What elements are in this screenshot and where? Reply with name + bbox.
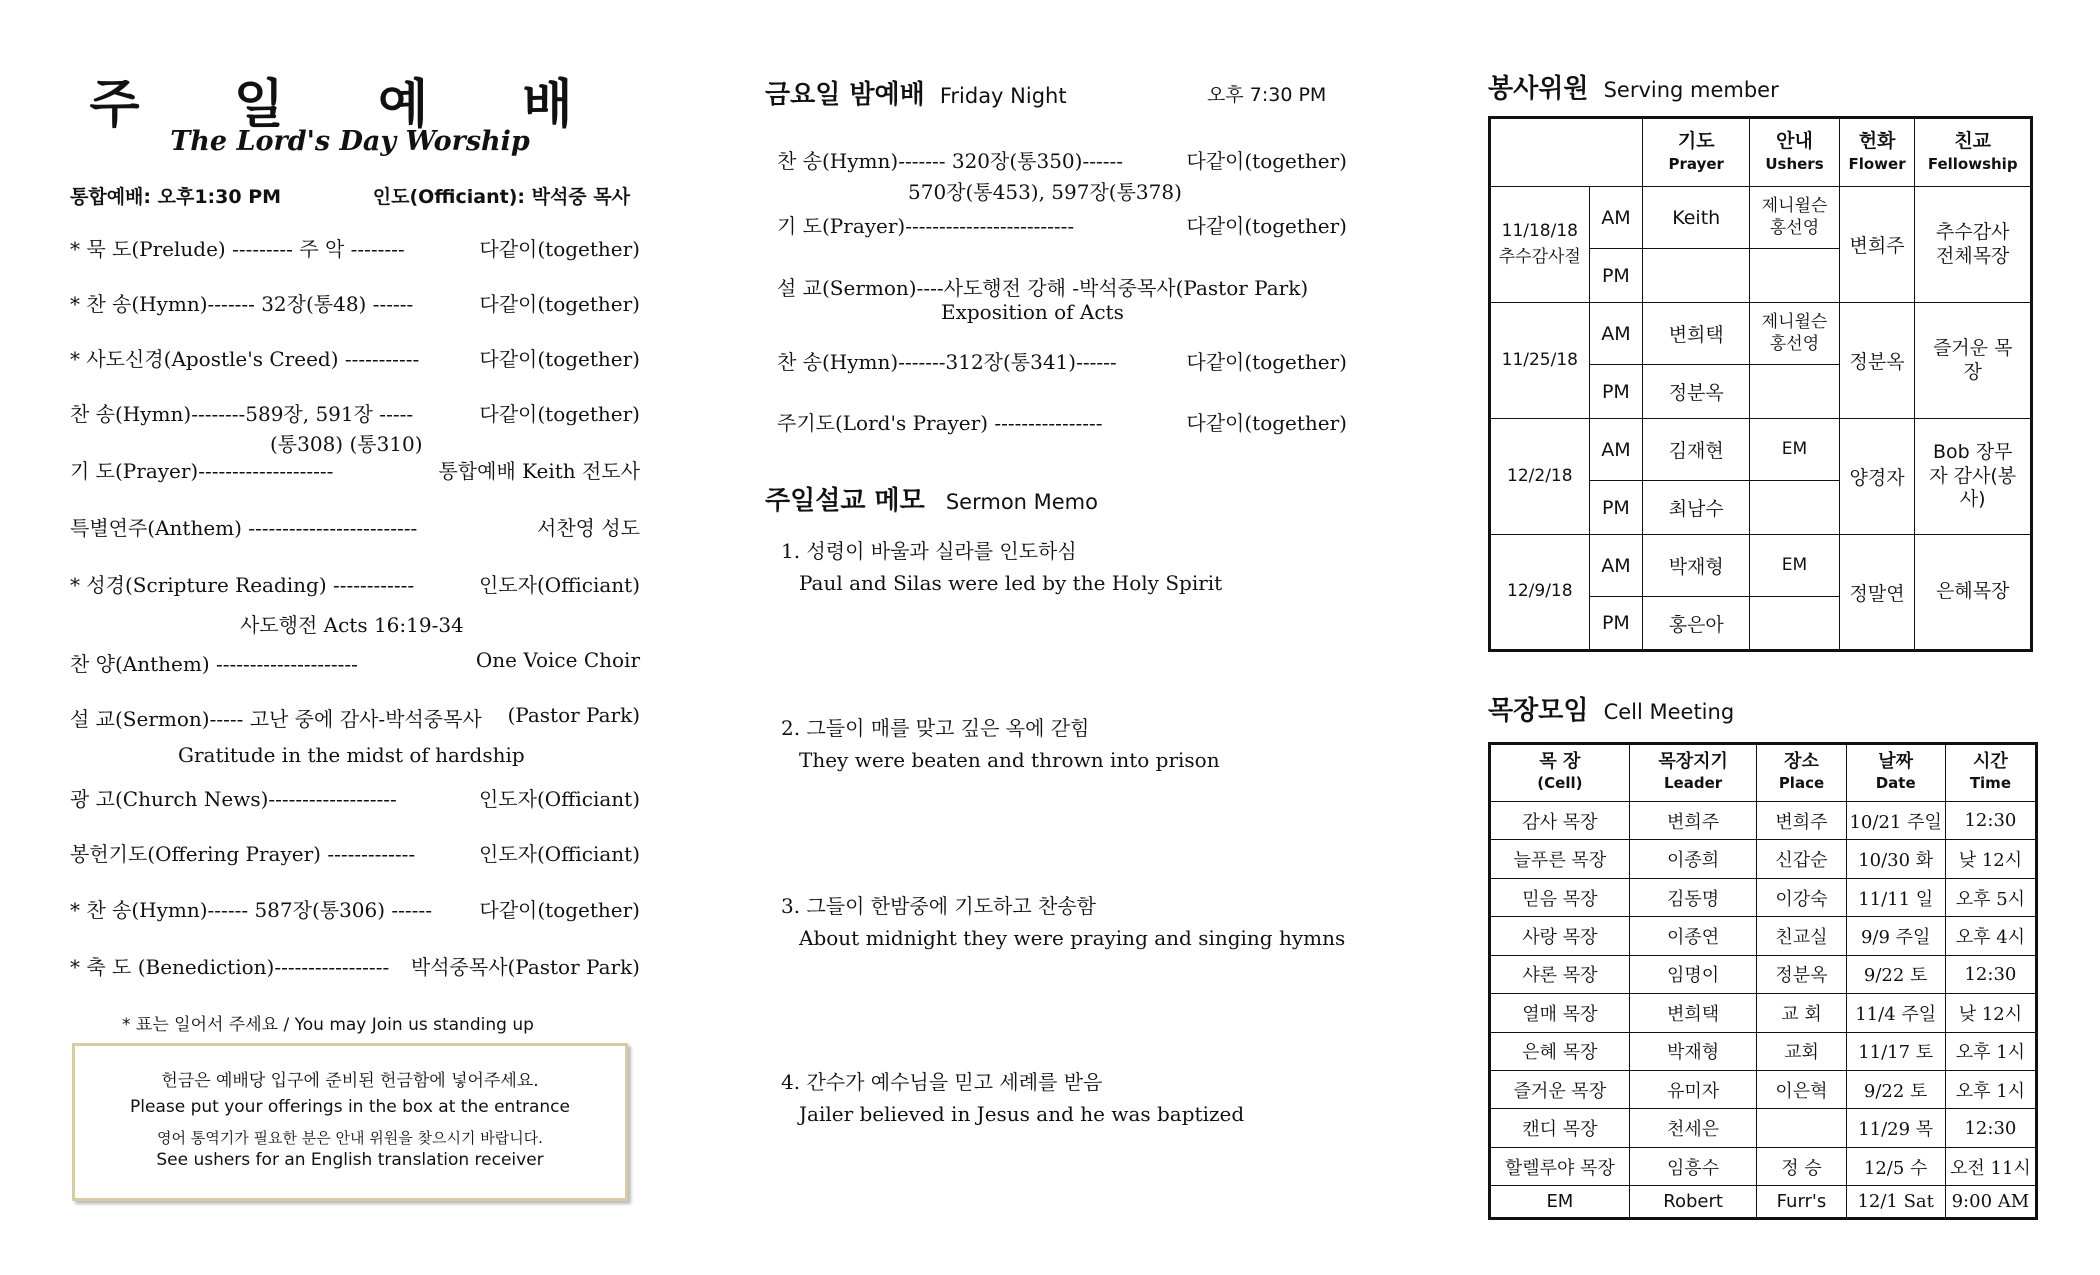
order-item-role: 통합예배 Keith 전도사 [438, 459, 640, 483]
serving-row-am [1490, 303, 2032, 365]
memo-item-en: About midnight they were praying and singing hymns [799, 926, 1346, 950]
cell-header-ko: 시간 [1973, 751, 2008, 773]
friday-order-item [777, 407, 1347, 433]
worship-order-item [70, 233, 640, 259]
memo-item-en: Jailer believed in Jesus and he was baptized [799, 1102, 1245, 1126]
cell-row [1490, 1032, 2037, 1070]
worship-order-item [70, 288, 640, 314]
cell-heading-en: Cell Meeting [1603, 700, 1735, 724]
cell-time: 낮 12시 [1945, 840, 2036, 878]
friday-sermon-en: Exposition of Acts [941, 300, 1124, 324]
order-item-label: * 사도신경(Apostle's Creed) ----------- [70, 347, 420, 371]
pm-usher [1750, 365, 1839, 419]
serving-heading-ko: 봉사위원 [1488, 74, 1589, 104]
notice-line-4: See ushers for an English translation receiver [156, 1150, 544, 1170]
am-usher: 제니윌슨 홍선영 [1750, 187, 1839, 249]
pm-usher [1750, 481, 1839, 535]
memo-heading-ko: 주일설교 메모 [765, 486, 925, 516]
header-flower: 헌화 Flower [1839, 118, 1915, 187]
serving-date [1490, 187, 1590, 303]
serving-date [1490, 303, 1590, 419]
cell-row [1490, 1186, 2037, 1219]
friday-time: 오후 7:30 PM [1207, 84, 1327, 106]
sermon-title-en: Gratitude in the midst of hardship [178, 743, 525, 767]
notice-line-3: 영어 통역기가 필요한 분은 안내 위원을 찾으시기 바랍니다. [157, 1129, 543, 1147]
order-item-label: * 찬 송(Hymn)------- 32장(통48) ------ [70, 292, 414, 316]
pm-usher [1750, 249, 1839, 303]
serving-header-blank [1490, 118, 1643, 187]
cell-header [1629, 744, 1757, 802]
worship-order-item [70, 838, 640, 864]
cell-leader: 변희주 [1629, 802, 1757, 840]
cell-place: 변희주 [1757, 802, 1846, 840]
flower-person: 양경자 [1839, 419, 1915, 535]
friday-item-label: 기 도(Prayer)------------------------- [777, 214, 1075, 238]
serving-row-am [1490, 187, 2032, 249]
memo-item [781, 712, 1220, 772]
order-item-label: 기 도(Prayer)-------------------- [70, 459, 334, 483]
cell-row [1490, 802, 2037, 840]
worship-time: 통합예배: 오후1:30 PM [70, 186, 282, 208]
friday-item-role: 다같이(together) [1186, 411, 1347, 435]
order-item-role: 박석중목사(Pastor Park) [410, 955, 640, 979]
header-ushers: 안내 Ushers [1750, 118, 1839, 187]
scripture-line: 사도행전 Acts 16:19-34 [240, 613, 464, 637]
order-item-label: 광 고(Church News)------------------- [70, 787, 397, 811]
order-item-role: 다같이(together) [479, 237, 640, 261]
am-usher: 제니윌슨 홍선영 [1750, 303, 1839, 365]
order-item-label: * 찬 송(Hymn)------ 587장(통306) ------ [70, 898, 432, 922]
cell-name: 샤론 목장 [1490, 955, 1630, 993]
order-item-role: 인도자(Officiant) [478, 787, 640, 811]
cell-heading-ko: 목장모임 [1488, 696, 1589, 726]
cell-name: 열매 목장 [1490, 994, 1630, 1032]
cell-header-ko: 장소 [1784, 751, 1819, 773]
friday-item-role: 다같이(together) [1186, 149, 1347, 173]
memo-item-ko: 1. 성령이 바울과 실라를 인도하심 [781, 539, 1077, 563]
cell-time: 9:00 AM [1945, 1186, 2036, 1219]
order-item-role: 다같이(together) [479, 402, 640, 426]
cell-time: 12:30 [1945, 1109, 2036, 1147]
cell-header [1945, 744, 2036, 802]
worship-order-item [70, 894, 640, 920]
cell-header [1846, 744, 1945, 802]
cell-place: 신갑순 [1757, 840, 1846, 878]
cell-header-en: Place [1778, 774, 1825, 792]
serving-date [1490, 535, 1590, 651]
fellowship-group: 추수감사 전체목장 [1915, 187, 2032, 303]
pm-label: PM [1589, 597, 1643, 651]
cell-leader: 임명이 [1629, 955, 1757, 993]
order-item-label: * 축 도 (Benediction)----------------- [70, 955, 390, 979]
friday-heading-ko: 금요일 밤예배 [765, 80, 925, 110]
cell-header [1490, 744, 1630, 802]
cell-row [1490, 994, 2037, 1032]
order-item-role: 다같이(together) [479, 292, 640, 316]
cell-header-ko: 목장지기 [1658, 751, 1728, 773]
serving-heading-en: Serving member [1603, 78, 1779, 102]
fellowship-group: 은혜목장 [1915, 535, 2032, 651]
hymn-sub-line: (통308) (통310) [270, 432, 423, 456]
cell-date: 9/9 주일 [1846, 917, 1945, 955]
cell-leader: 박재형 [1629, 1032, 1757, 1070]
friday-item-role: 다같이(together) [1186, 214, 1347, 238]
cell-header-en: Date [1875, 774, 1916, 792]
cell-time: 오후 4시 [1945, 917, 2036, 955]
worship-order-item [70, 783, 640, 809]
cell-row [1490, 840, 2037, 878]
worship-order-item [70, 398, 640, 424]
serving-date-value: 12/2/18 [1507, 465, 1573, 486]
cell-name: 늘푸른 목장 [1490, 840, 1630, 878]
order-item-label: 찬 양(Anthem) --------------------- [70, 652, 358, 676]
order-item-role: 서찬영 성도 [537, 516, 640, 540]
cell-row [1490, 1147, 2037, 1185]
cell-table [1488, 742, 2038, 1220]
pm-prayer: 정분옥 [1643, 365, 1750, 419]
cell-place [1757, 1109, 1846, 1147]
order-item-role: 다같이(together) [479, 898, 640, 922]
cell-name: 할렐루야 목장 [1490, 1147, 1630, 1185]
cell-place: 교 회 [1757, 994, 1846, 1032]
cell-time: 낮 12시 [1945, 994, 2036, 1032]
notice-line-1: 헌금은 예배당 입구에 준비된 헌금함에 넣어주세요. [161, 1071, 539, 1091]
cell-place: 정 승 [1757, 1147, 1846, 1185]
memo-item-ko: 2. 그들이 매를 맞고 깊은 옥에 갇힘 [781, 716, 1090, 740]
friday-hymn-sub: 570장(통453), 597장(통378) [908, 180, 1182, 204]
cell-time: 12:30 [1945, 802, 2036, 840]
memo-item-ko: 3. 그들이 한밤중에 기도하고 찬송함 [781, 894, 1096, 918]
pm-label: PM [1589, 249, 1643, 303]
cell-date: 9/22 토 [1846, 955, 1945, 993]
cell-time: 오후 5시 [1945, 878, 2036, 916]
cell-date: 12/5 수 [1846, 1147, 1945, 1185]
cell-name: 감사 목장 [1490, 802, 1630, 840]
memo-item [781, 1066, 1245, 1126]
serving-row-am [1490, 535, 2032, 597]
am-prayer: Keith [1643, 187, 1750, 249]
cell-date: 9/22 토 [1846, 1070, 1945, 1108]
cell-date: 11/11 일 [1846, 878, 1945, 916]
cell-leader: Robert [1629, 1186, 1757, 1219]
cell-leader: 이종연 [1629, 917, 1757, 955]
serving-row-am [1490, 419, 2032, 481]
cell-date: 10/30 화 [1846, 840, 1945, 878]
worship-title: 주 일 예 배 [89, 75, 611, 135]
cell-row [1490, 1109, 2037, 1147]
am-prayer: 박재형 [1643, 535, 1750, 597]
cell-name: 믿음 목장 [1490, 878, 1630, 916]
cell-header-en: (Cell) [1537, 774, 1583, 792]
cell-name: 캔디 목장 [1490, 1109, 1630, 1147]
cell-leader: 임흥수 [1629, 1147, 1757, 1185]
cell-header-ko: 목 장 [1539, 751, 1581, 773]
cell-name: 사랑 목장 [1490, 917, 1630, 955]
header-prayer: 기도 Prayer [1643, 118, 1750, 187]
cell-place: 교회 [1757, 1032, 1846, 1070]
cell-time: 12:30 [1945, 955, 2036, 993]
cell-date: 11/17 토 [1846, 1032, 1945, 1070]
cell-date: 10/21 주일 [1846, 802, 1945, 840]
order-item-role: One Voice Choir [475, 648, 640, 672]
order-item-label: 설 교(Sermon)----- 고난 중에 감사-박석중목사 [70, 707, 482, 731]
flower-person: 정분옥 [1839, 303, 1915, 419]
cell-name: EM [1490, 1186, 1630, 1219]
friday-heading-en: Friday Night [939, 84, 1067, 108]
memo-item-ko: 4. 간수가 예수님을 믿고 세례를 받음 [781, 1070, 1103, 1094]
am-label: AM [1589, 303, 1643, 365]
memo-item [781, 890, 1346, 950]
worship-order-item [70, 703, 640, 729]
worship-order-item [70, 512, 640, 538]
memo-item-en: Paul and Silas were led by the Holy Spirit [799, 571, 1223, 595]
cell-date: 11/4 주일 [1846, 994, 1945, 1032]
worship-subtitle: The Lord's Day Worship [170, 126, 530, 157]
am-prayer: 변희택 [1643, 303, 1750, 365]
cell-place: 이강숙 [1757, 878, 1846, 916]
order-item-label: * 성경(Scripture Reading) ------------ [70, 573, 415, 597]
fellowship-group: Bob 장무자 감사(봉사) [1915, 419, 2032, 535]
cell-place: 이은혁 [1757, 1070, 1846, 1108]
memo-heading [765, 480, 1098, 517]
order-item-label: 봉헌기도(Offering Prayer) ------------- [70, 842, 416, 866]
cell-place: 정분옥 [1757, 955, 1846, 993]
offering-notice [72, 1043, 628, 1201]
cell-place: 친교실 [1757, 917, 1846, 955]
friday-item-label: 주기도(Lord's Prayer) ---------------- [777, 411, 1103, 435]
standing-note: * 표는 일어서 주세요 / You may Join us standing up [122, 1015, 534, 1035]
worship-order-item [70, 343, 640, 369]
worship-order-item [70, 648, 640, 674]
cell-leader: 천세은 [1629, 1109, 1757, 1147]
friday-order-item [777, 145, 1347, 171]
cell-header-ko: 날짜 [1878, 751, 1914, 773]
cell-leader: 유미자 [1629, 1070, 1757, 1108]
cell-date: 12/1 Sat [1846, 1186, 1945, 1219]
worship-officiant: 인도(Officiant): 박석중 목사 [372, 186, 630, 208]
order-item-role: (Pastor Park) [507, 703, 640, 727]
pm-label: PM [1589, 481, 1643, 535]
cell-leader: 김동명 [1629, 878, 1757, 916]
cell-row [1490, 878, 2037, 916]
order-item-role: 인도자(Officiant) [478, 842, 640, 866]
friday-order-item [777, 272, 1347, 298]
cell-leader: 이종희 [1629, 840, 1757, 878]
cell-row [1490, 917, 2037, 955]
friday-heading [765, 74, 1067, 111]
cell-date: 11/29 목 [1846, 1109, 1945, 1147]
friday-item-label: 찬 송(Hymn)-------312장(통341)------ [777, 350, 1117, 374]
fellowship-group: 즐거운 목장 [1915, 303, 2032, 419]
cell-header-en: Time [1969, 774, 2011, 792]
pm-prayer: 최남수 [1643, 481, 1750, 535]
serving-date-note: 추수감사절 [1498, 246, 1581, 267]
am-usher: EM [1750, 535, 1839, 597]
order-item-label: 특별연주(Anthem) ------------------------- [70, 516, 418, 540]
cell-time: 오후 1시 [1945, 1070, 2036, 1108]
pm-label: PM [1589, 365, 1643, 419]
friday-order-item [777, 210, 1347, 236]
friday-item-label: 찬 송(Hymn)------- 320장(통350)------ [777, 149, 1123, 173]
cell-heading [1488, 690, 1734, 727]
serving-date-value: 11/18/18 [1501, 221, 1578, 241]
order-item-label: 찬 송(Hymn)--------589장, 591장 ----- [70, 402, 414, 426]
flower-person: 변희주 [1839, 187, 1915, 303]
worship-order-item [70, 951, 640, 977]
pm-usher [1750, 597, 1839, 651]
memo-item-en: They were beaten and thrown into prison [799, 748, 1220, 772]
am-usher: EM [1750, 419, 1839, 481]
am-label: AM [1589, 187, 1643, 249]
cell-time: 오후 1시 [1945, 1032, 2036, 1070]
cell-place: Furr's [1757, 1186, 1846, 1219]
am-label: AM [1589, 419, 1643, 481]
cell-name: 즐거운 목장 [1490, 1070, 1630, 1108]
friday-item-role: 다같이(together) [1186, 350, 1347, 374]
cell-row [1490, 1070, 2037, 1108]
serving-date-value: 12/9/18 [1507, 581, 1573, 602]
serving-table [1488, 116, 2033, 652]
order-item-role: 인도자(Officiant) [478, 573, 640, 597]
serving-date-value: 11/25/18 [1501, 349, 1578, 370]
notice-line-2: Please put your offerings in the box at the entrance [130, 1097, 570, 1117]
serving-date [1490, 419, 1590, 535]
worship-order-item [70, 455, 640, 481]
cell-row [1490, 955, 2037, 993]
memo-heading-en: Sermon Memo [945, 490, 1098, 514]
serving-heading [1488, 68, 1779, 105]
pm-prayer [1643, 249, 1750, 303]
cell-name: 은혜 목장 [1490, 1032, 1630, 1070]
friday-item-label: 설 교(Sermon)----사도행전 강해 -박석중목사(Pastor Park) [777, 276, 1309, 300]
friday-order-item [777, 346, 1347, 372]
flower-person: 정말연 [1839, 535, 1915, 651]
header-fellowship: 친교 Fellowship [1915, 118, 2032, 187]
order-item-role: 다같이(together) [479, 347, 640, 371]
pm-prayer: 홍은아 [1643, 597, 1750, 651]
memo-item [781, 535, 1223, 595]
am-prayer: 김재현 [1643, 419, 1750, 481]
cell-time: 오전 11시 [1945, 1147, 2036, 1185]
cell-header-en: Leader [1664, 774, 1723, 792]
cell-header [1757, 744, 1846, 802]
worship-order-item [70, 569, 640, 595]
am-label: AM [1589, 535, 1643, 597]
cell-leader: 변희택 [1629, 994, 1757, 1032]
order-item-label: * 묵 도(Prelude) --------- 주 악 -------- [70, 237, 405, 261]
